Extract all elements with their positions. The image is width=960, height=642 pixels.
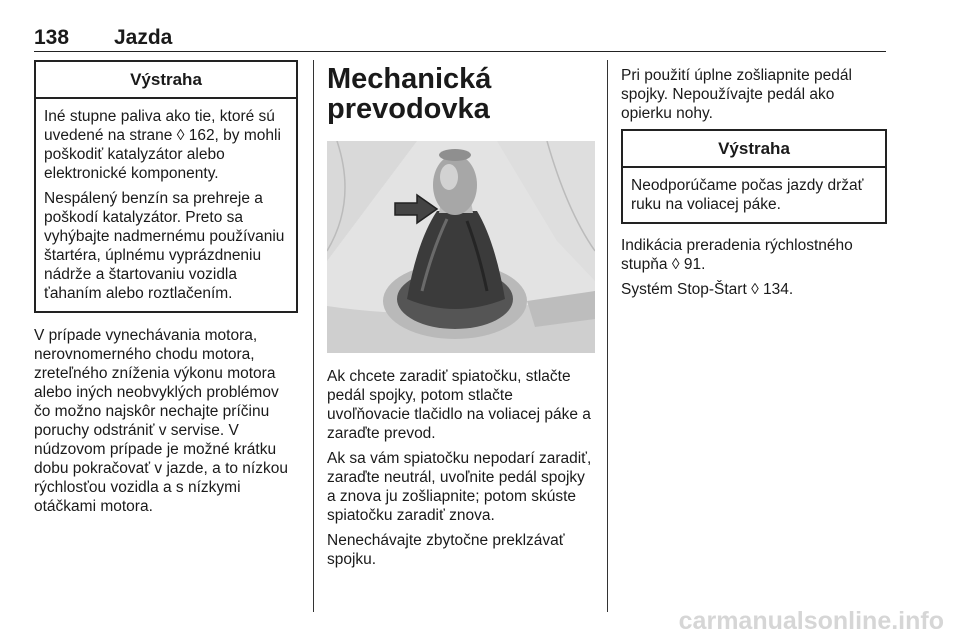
body-text <box>621 66 887 123</box>
column-right <box>621 60 887 305</box>
column-divider <box>607 60 608 612</box>
section-title-line: Mechanická <box>327 63 492 95</box>
body-paragraph <box>621 280 887 299</box>
gear-shift-lever-illustration <box>327 141 595 353</box>
body-text-span: Indikácia preradenia rýchlostného stupňa <box>621 237 853 273</box>
body-text-span: Systém Stop-Štart <box>621 281 752 298</box>
chapter-title: Jazda <box>114 26 173 49</box>
page-number: 138 <box>34 26 70 49</box>
body-paragraph: Ak sa vám spiatočku nepodarí zaradiť, zaraďte neutrál, uvoľnite pedál spojky a znova ju zošliapnite; potom skúste spiatočku zaradiť znova. <box>327 450 592 524</box>
body-paragraph: Nenechávajte zbytočne preklzávať spojku. <box>327 532 565 568</box>
column-middle <box>327 60 595 575</box>
section-title-line: prevodovka <box>327 93 490 125</box>
warning-paragraph <box>44 107 288 183</box>
column-divider <box>313 60 314 612</box>
page-header <box>34 26 886 52</box>
warning-title: Výstraha <box>36 62 296 99</box>
watermark: carmanualsonline.info <box>678 607 944 635</box>
reference-arrow-icon: ◊ <box>751 281 759 298</box>
warning-box <box>621 129 887 224</box>
body-paragraph: Pri použití úplne zošliapnite pedál spojky. Nepoužívajte pedál ako opierku nohy. <box>621 67 852 122</box>
body-text <box>621 236 887 299</box>
body-text-span: 134. <box>758 281 794 298</box>
body-paragraph: Ak chcete zaradiť spiatočku, stlačte pedál spojky, potom stlačte uvoľňovacie tlačidlo na voliacej páke a zaraďte prevod. <box>327 368 591 442</box>
warning-paragraph: Neodporúčame počas jazdy držať ruku na voliacej páke. <box>631 177 864 213</box>
warning-text: Iné stupne paliva ako tie, ktoré sú uvedené na strane <box>44 108 275 144</box>
reference-arrow-icon: ◊ <box>671 256 680 273</box>
body-paragraph: V prípade vynechávania motora, nerovnomerného chodu motora, zreteľného zníženia výkonu motora alebo iných neobvyklých problémov čo možno najskôr nechajte príčinu poruchy odstrániť v servise. V núdzovom prípade je možné krátku dobu pokračovať v jazde, a to nízkou rýchlosťou vozidla a s nízkymi otáčkami motora. <box>34 327 288 515</box>
column-left <box>34 60 298 522</box>
body-text <box>34 326 298 516</box>
warning-paragraph: Nespálený benzín sa prehreje a poškodí katalyzátor. Preto sa vyhýbajte nadmernému používaniu štartéra, úplnému vyprázdneniu nádrže a štartovaniu vozidla ťahaním alebo roztlačením. <box>44 190 285 302</box>
warning-text: 162, by mohli poškodiť katalyzátor alebo elektronické komponenty. <box>44 127 281 182</box>
body-text-span: 91. <box>679 256 706 273</box>
section-title <box>327 64 595 124</box>
warning-title: Výstraha <box>623 131 885 168</box>
warning-box <box>34 60 298 313</box>
body-text <box>327 367 595 569</box>
body-paragraph <box>621 236 887 274</box>
reference-arrow-icon: ◊ <box>176 127 185 144</box>
